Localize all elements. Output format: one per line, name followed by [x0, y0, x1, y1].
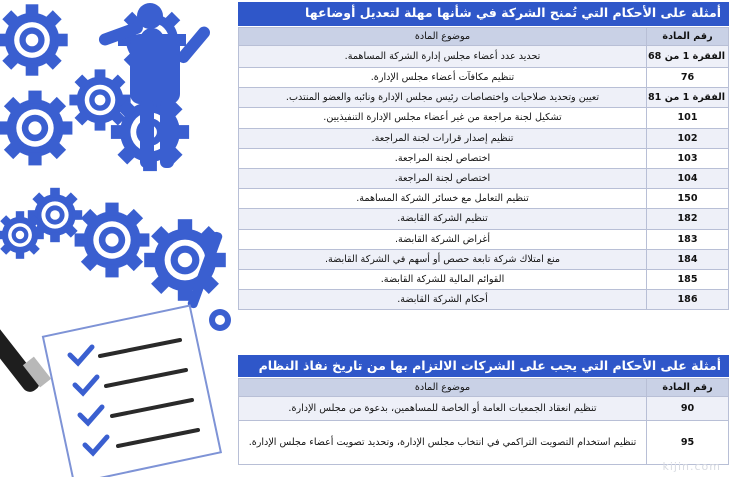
article-number: 185 — [647, 269, 729, 289]
article-number: 76 — [647, 68, 729, 88]
table-row — [239, 249, 729, 269]
table-row — [239, 189, 729, 209]
article-number: الفقرة 1 من 68 — [647, 46, 729, 68]
section2-title: أمثلة على الأحكام التي يجب على الشركات الالتزام بها من تاريخ نفاذ النظام — [238, 355, 729, 377]
article-subject: تشكيل لجنة مراجعة من غير أعضاء مجلس الإدارة التنفيذيين. — [239, 108, 647, 128]
article-number: 102 — [647, 128, 729, 148]
article-number: 101 — [647, 108, 729, 128]
article-subject: تنظيم إصدار قرارات لجنة المراجعة. — [239, 128, 647, 148]
column-header-number: رقم المادة — [647, 379, 729, 397]
table-row — [239, 209, 729, 229]
gear-icon — [75, 203, 150, 278]
article-number: 90 — [647, 397, 729, 421]
checklist-icon — [43, 306, 221, 477]
table-row — [239, 229, 729, 249]
article-number: 103 — [647, 148, 729, 168]
article-subject: أحكام الشركة القابضة. — [239, 290, 647, 310]
article-number: 95 — [647, 421, 729, 465]
article-number: 186 — [647, 290, 729, 310]
watermark: kijin.com — [662, 460, 721, 473]
table-header-row — [239, 28, 729, 46]
article-subject: أغراض الشركة القابضة. — [239, 229, 647, 249]
article-number: 182 — [647, 209, 729, 229]
gears-svg — [0, 0, 238, 477]
table-row — [239, 290, 729, 310]
column-header-number: رقم المادة — [647, 28, 729, 46]
article-number: 184 — [647, 249, 729, 269]
gear-icon — [69, 69, 130, 130]
table-row — [239, 88, 729, 108]
article-subject: اختصاص لجنة المراجعة. — [239, 148, 647, 168]
gear-icon — [0, 91, 72, 166]
article-subject: تنظيم التعامل مع خسائر الشركة المساهمة. — [239, 189, 647, 209]
gear-icon — [0, 4, 68, 75]
section1-title: أمثلة على الأحكام التي تُمنح الشركة في شأنها مهلة لتعديل أوضاعها — [238, 2, 729, 26]
article-subject: تعيين وتحديد صلاحيات واختصاصات رئيس مجلس الإدارة ونائبه والعضو المنتدب. — [239, 88, 647, 108]
table-row — [239, 421, 729, 465]
tables-panel — [238, 0, 729, 477]
article-subject: منع امتلاك شركة تابعة حصص أو أسهم في الشركة القابضة. — [239, 249, 647, 269]
section1-table — [238, 27, 729, 310]
article-subject: تنظيم مكافآت أعضاء مجلس الإدارة. — [239, 68, 647, 88]
table-row — [239, 168, 729, 188]
table-row — [239, 269, 729, 289]
table-row — [239, 148, 729, 168]
table-row — [239, 108, 729, 128]
article-number: 104 — [647, 168, 729, 188]
section2-table — [238, 378, 729, 465]
column-header-subject: موضوع المادة — [239, 28, 647, 46]
gears-illustration — [0, 0, 238, 477]
table-header-row — [239, 379, 729, 397]
table-row — [239, 46, 729, 68]
article-subject: تنظيم الشركة القابضة. — [239, 209, 647, 229]
article-number: 150 — [647, 189, 729, 209]
article-subject: تحديد عدد أعضاء مجلس إدارة الشركة المساهمة. — [239, 46, 647, 68]
column-header-subject: موضوع المادة — [239, 379, 647, 397]
pen-icon — [0, 321, 51, 395]
article-subject: تنظيم انعقاد الجمعيات العامة أو الخاصة للمساهمين، بدعوة من مجلس الإدارة. — [239, 397, 647, 421]
article-subject: تنظيم استخدام التصويت التراكمي في انتخاب مجلس الإدارة، وتحديد تصويت أعضاء مجلس الإدارة. — [239, 421, 647, 465]
table-row — [239, 68, 729, 88]
article-subject: القوائم المالية للشركة القابضة. — [239, 269, 647, 289]
article-subject: اختصاص لجنة المراجعة. — [239, 168, 647, 188]
table-row — [239, 397, 729, 421]
article-number: 183 — [647, 229, 729, 249]
table-row — [239, 128, 729, 148]
article-number: الفقرة 1 من 81 — [647, 88, 729, 108]
